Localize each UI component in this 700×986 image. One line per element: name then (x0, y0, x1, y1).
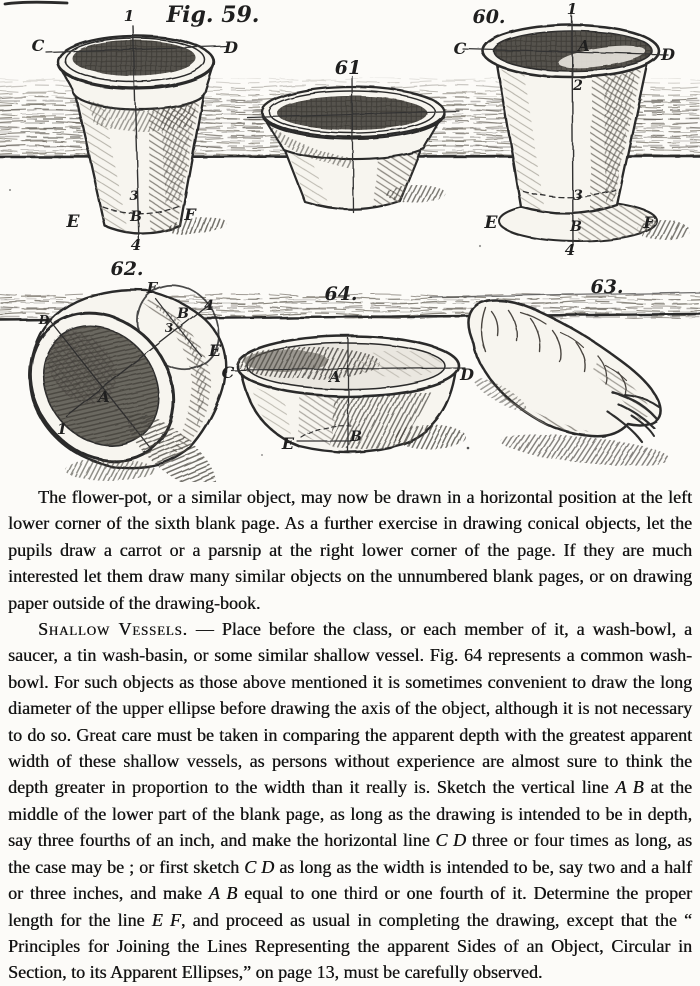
fig59-label-1: 1 (123, 7, 135, 25)
fig62-caption: 62. (110, 258, 144, 280)
fig63-carrot (468, 300, 670, 472)
engraving-plate (0, 0, 700, 482)
fig60-label-a: A (578, 37, 590, 55)
fig62-label-d: D (38, 313, 50, 327)
fig59-caption: Fig. 59. (166, 2, 260, 28)
fig64-label-c: C (221, 363, 235, 382)
page-text (0, 482, 700, 986)
fig62-label-b: B (177, 306, 189, 322)
fig59-label-4: 4 (130, 236, 142, 254)
line-ref-cd: C D (244, 856, 275, 877)
line-ref-ab: A B (615, 777, 644, 798)
figure-plate-svg (0, 0, 700, 482)
fig64-label-a: A (329, 368, 341, 386)
fig60-label-d: D (661, 45, 675, 64)
fig59-label-3: 3 (129, 189, 139, 204)
fig64-label-d: D (460, 365, 474, 384)
text-run: equal to one third or one fourth of it. Determine the proper length for the line (8, 883, 693, 930)
fig59-label-d: D (224, 38, 238, 57)
fig60-label-b: B (570, 219, 582, 235)
fig60-label-3: 3 (573, 188, 583, 204)
fig59-label-e: E (66, 212, 80, 232)
paragraph-1 (8, 484, 692, 616)
fig62-label-e: E (208, 341, 222, 360)
fig59-label-b: B (130, 209, 142, 225)
fig60-label-f: F (643, 213, 655, 232)
text-run: as long as the width is intended to be, say two and a half or three inches, and make (8, 856, 692, 904)
paragraph-2 (8, 616, 692, 986)
text-run: The flower-pot, or a similar object, may now be drawn in a horizontal position at the left lower corner of the sixth blank page. As a further exercise in drawing conical objects, let the pupils draw a carrot or a parsnip at the right lower corner of the page. If they are much interested let them draw many similar objects on the unnumbered blank pages, or on drawing paper outside of the drawing-book. (8, 487, 692, 613)
fig60-label-4: 4 (564, 241, 576, 259)
fig62-label-a: A (98, 388, 110, 406)
section-heading-shallow-vessels: Shallow Vessels. (38, 619, 188, 640)
text-run: — Place before the class, or each member of it, a wash-bowl, a saucer, a tin wash-basin, or some similar shallow vessel. Fig. 64 represents a common wash-bowl. For such objects as those above mentioned it is sometimes convenient to draw the long diameter of the upper ellipse before drawing the axis of the object, although it is not necessary to do so. Great care must be taken in comparing the apparent depth with the greatest apparent width of these shallow vessels, as persons without experience are almost sure to think the depth greater in proportion to the width than it really is. Sketch the vertical line (8, 619, 692, 798)
fig60-label-2: 2 (573, 78, 583, 94)
line-ref-ef: E F (151, 909, 181, 930)
fig61-caption: 61 (334, 57, 362, 79)
text-run: three or four times as long, as the case may be ; or first sketch (8, 830, 692, 877)
fig60-caption: 60. (472, 6, 506, 28)
line-ref-ab: A B (208, 883, 238, 904)
fig62-label-1: 1 (56, 420, 68, 438)
fig64-label-b: B (350, 429, 362, 445)
line-ref-cd: C D (435, 830, 467, 851)
fig64-caption: 64. (324, 283, 358, 305)
fig63-caption: 63. (590, 276, 624, 298)
fig62-label-4: 4 (204, 298, 214, 314)
fig60-label-1: 1 (566, 0, 578, 18)
fig59-label-f: F (184, 205, 196, 224)
fig62-label-f: F (146, 279, 158, 297)
text-run: at the middle of the lower part of the blank page, as long as the drawing is intended to be in depth, say three fourths of an inch, and make the horizontal line (8, 777, 693, 851)
fig62-label-3: 3 (164, 321, 174, 335)
text-run: , and proceed as usual in completing the drawing, except that the “ Principles for Joining the Lines Representing the apparent Sides of an Object, Circular in Section, to its Apparent Ellipses,” on page 13, must be carefully observed. (8, 909, 692, 983)
fig59-label-c: C (31, 36, 45, 55)
fig64-label-e: E (281, 434, 295, 453)
fig60-label-e: E (484, 213, 498, 233)
fig60-label-c: C (453, 39, 467, 58)
